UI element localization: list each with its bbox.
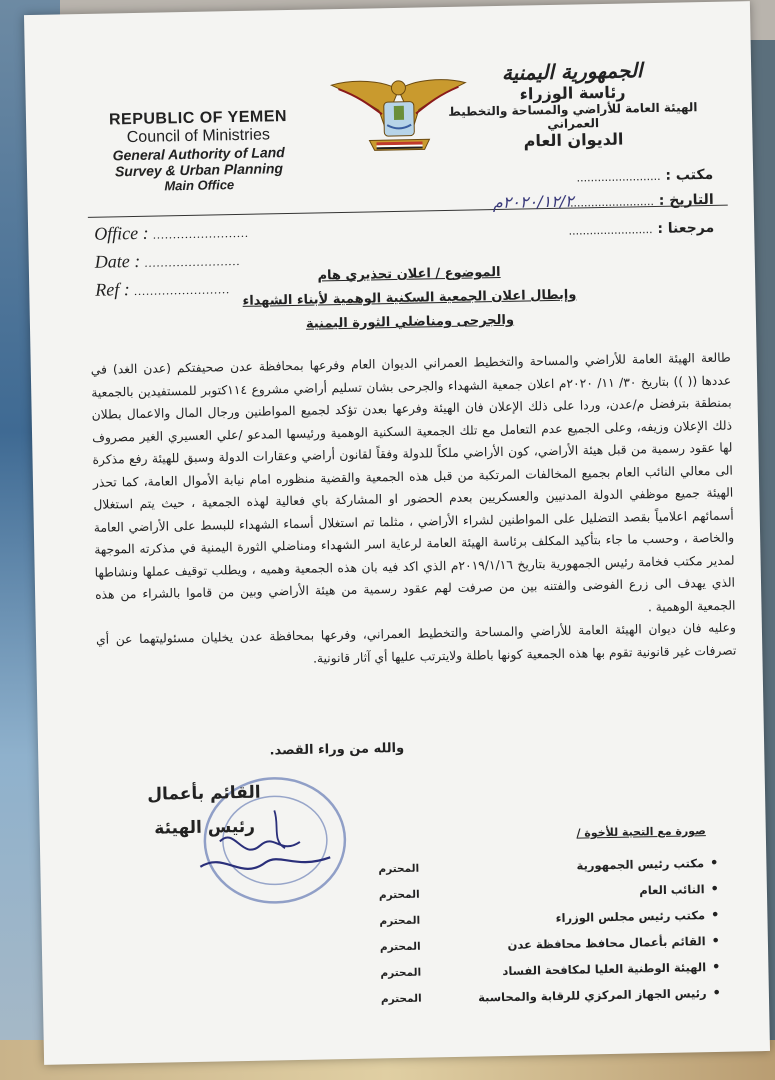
cc-heading: صورة مع التحية للأخوة / [576, 824, 706, 840]
signatory-position: رئيس الهيئة [154, 816, 256, 839]
letterhead-authority: General Authority of Land [112, 144, 285, 164]
bullet-icon: • [712, 985, 722, 1001]
cc-honorific: المحترم [378, 862, 420, 876]
cc-honorific: المحترم [378, 888, 420, 902]
letterhead-office: Main Office [164, 177, 235, 194]
bullet-icon: • [709, 855, 719, 871]
cc-recipient: الهيئة الوطنية العليا لمكافحة الفساد [502, 960, 707, 979]
cc-honorific: المحترم [379, 940, 421, 954]
letter-body [91, 347, 737, 674]
cc-recipient: مكتب رئيس مجلس الوزراء [555, 908, 706, 926]
letterhead-country: REPUBLIC OF YEMEN [108, 108, 288, 129]
subject-block [149, 258, 670, 340]
bullet-icon: • [710, 881, 720, 897]
date-label-ar: التاريخ : [658, 191, 714, 209]
ref-dots: ........................ [134, 282, 231, 298]
cc-recipient: القائم بأعمال محافظ محافظة عدن [507, 934, 706, 952]
office-field [94, 221, 249, 245]
cc-list [378, 850, 721, 1012]
subject-line-2: وإبطال اعلان الجمعية السكنية الوهمية لأبناء الشهداء [242, 287, 577, 309]
office-field-ar [576, 167, 713, 186]
office-label: Office : [94, 222, 149, 244]
date-dots: ........................ [144, 253, 241, 270]
list-item [381, 980, 721, 1013]
body-paragraph: طالعة الهيئة العامة للأراضي والمساحة والتخطيط العمراني الديوان العام وفرعها بمحافظة عدن صحيفتكم (عدن الغد) في عددها (( )) بتاريخ ٣٠/ ١١/ ٢٠٢٠م اعلان جمعية الشهداء والجرحى بشان تسليم أراضي مشروع ١١٤كتوبر للمستفيدين بالجمعية بمنطقة بترفضل م/عدن، وردا على ذلك الإعلان فان الهيئة وفرعها بعدن تؤكد لجميع المواطنين ورجال المال والاعمال بطلان ذلك الإعلان وزيفه، وعلى الجميع عدم التعامل مع تلك الجمعية السكنية الوهمية ورئيسها المدعو /علي العسيري الغير مصروف لها عقود رسمية من قبل هيئة الأراضي، كون الأراضي ملكاً للدولة وفقاً لقانون أراضي وعقارات الدولة وسبق للهيئة رفع مذكرة الى معالي النائب العام بجميع المخالفات المرتكبة من قبل هذه الجمعية والقضية منظوره امام نيابة الأموال العامة، كما تحذر الهيئة جميع موظفي الدولة المدنيين والعسكريين بعدم الحضور او المشاركة باي فعالية لهذه الجمعية ، حيث يتم استغلال أسمائهم اعلامياً بقصد التضليل على المواطنين لشراء الأراضي ، مثلما تم استغلال أسماء الشهداء للبسط على الأراضي العامة والخاصة ، وحسب ما جاء بتأكيد المكلف برئاسة الهيئة العامة لرعاية اسر الشهداء ومناضلي الثورة اليمنية في مذكرته الموجهة لمدير مكتب فخامة رئيس الجمهورية بتاريخ ٢٠١٩/١/١٦م الذي اكد فيه بان هذه الجمعية وهميه ، ويطلب توقيف عملها ونشاطها الذي يهدف الى زرع الفوضى والفتنه بين من صرفت لهم عقود رسمية من هيئة الأراضي وبين من قاموا بالشراء من هذه الجمعية الوهمية . [90, 350, 736, 614]
letterhead-presidency-ar: رئاسة الوزراء [519, 82, 626, 104]
letterhead-office-ar: الديوان العام [523, 129, 624, 151]
cc-recipient: النائب العام [639, 882, 705, 898]
signatory-block [129, 775, 280, 846]
cc-recipient: مكتب رئيس الجمهورية [576, 856, 705, 873]
office-dots-ar: ........................ [576, 169, 661, 185]
ref-dots-ar: ........................ [568, 223, 653, 238]
ref-label: Ref : [95, 279, 130, 300]
bullet-icon: • [711, 959, 721, 975]
ref-field-ar [568, 220, 714, 239]
handwritten-date: ٢٠٢٠/١٢/٢م [492, 191, 574, 213]
english-letterhead [88, 108, 310, 195]
letter-sheet [24, 1, 770, 1065]
subject-line: الموضوع / اعلان تحذيري هام [317, 264, 501, 284]
date-label: Date : [94, 250, 141, 272]
office-dots: ........................ [153, 225, 250, 242]
ref-label-ar: مرجعنا : [657, 219, 715, 237]
date-field-ar [570, 192, 714, 211]
closing-line: والله من وراء القصد. [269, 740, 405, 759]
letterhead-council: Council of Ministries [126, 126, 271, 147]
signatory-title: القائم بأعمال [147, 782, 261, 805]
letterhead-country-ar: الجمهورية اليمنية [501, 58, 643, 85]
bullet-icon: • [710, 907, 720, 923]
subject-line-3: والجرحى ومناضلي الثورة اليمنية [305, 312, 515, 332]
cc-honorific: المحترم [379, 914, 421, 928]
cc-honorific: المحترم [380, 992, 422, 1006]
bullet-icon: • [711, 933, 721, 949]
arabic-letterhead [427, 57, 719, 153]
body-paragraph-2: وعليه فان ديوان الهيئة العامة للأراضي والمساحة والتخطيط العمراني، وفرعها بمحافظة عدن يخليان مسئوليتهما عن أي تصرفات غير قانونية تقوم بها هذه الجمعية كونها باطلة ولايترتب عليها أي آثار قانونية. [95, 620, 737, 666]
cc-recipient: رئيس الجهاز المركزي للرقابة والمحاسبة [477, 986, 707, 1005]
office-label-ar: مكتب : [665, 166, 714, 184]
letterhead-authority-ar: الهيئة العامة للأراضي والمساحة والتخطيط العمراني [448, 100, 698, 132]
cc-honorific: المحترم [380, 966, 422, 980]
date-dots-ar: ........................ [569, 195, 655, 210]
letterhead-authority-2: Survey & Urban Planning [114, 160, 284, 180]
